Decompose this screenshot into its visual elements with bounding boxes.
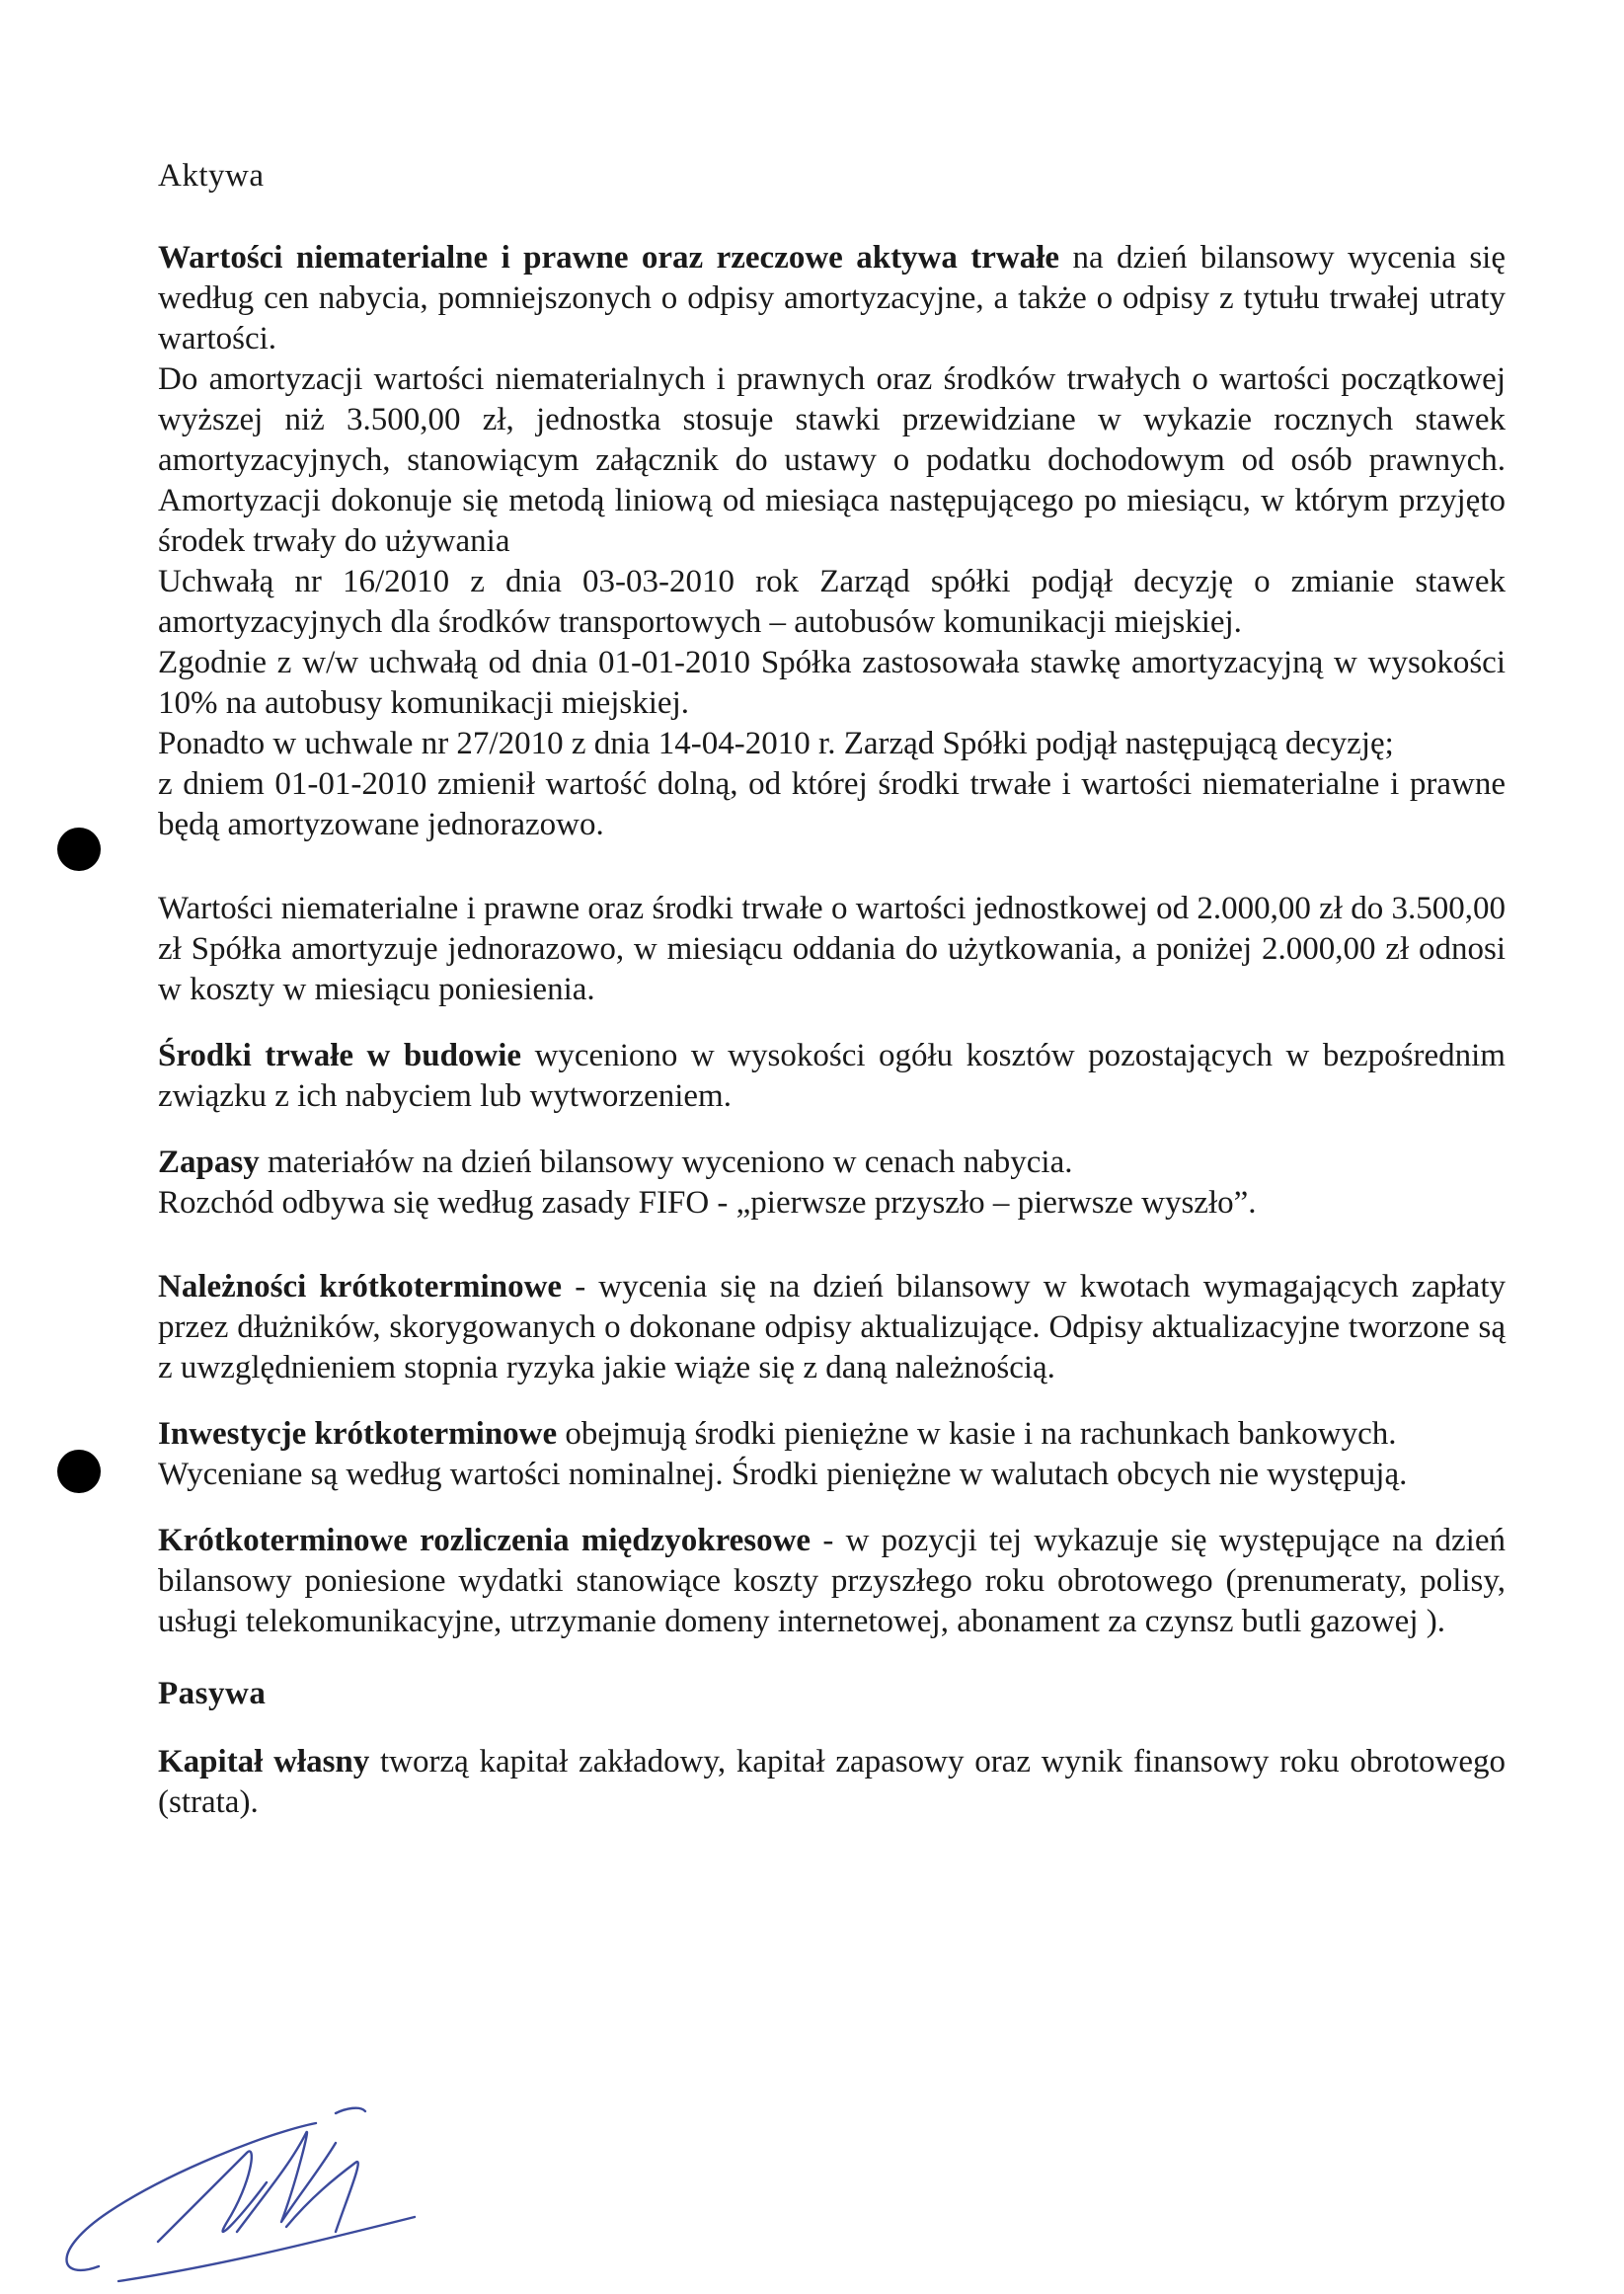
document-page xyxy=(158,158,1506,1849)
term-naleznosci: Należności krótkoterminowe xyxy=(158,1269,563,1305)
paragraph-text: - wycenia się na dzień bilansowy w kwotach wymagających zapłaty przez dłużników, skorygowanych o dokonane odpisy aktualizujące. Odpisy aktualizacyjne tworzone są z uwzględnieniem stopnia ryzyka jakie wiąże się z daną należnością. xyxy=(158,1269,1507,1385)
handwritten-signature xyxy=(39,2094,454,2291)
paragraph-text: wyceniono w wysokości ogółu kosztów pozostających w bezpośrednim związku z ich nabyciem lub wytworzeniem. xyxy=(158,1038,1506,1114)
margin-bullet-2 xyxy=(57,1450,101,1493)
paragraph-zgodnie: Zgodnie z w/w uchwałą od dnia 01-01-2010 Spółka zastosowała stawkę amortyzacyjną w wysokości 10% na autobusy komunikacji miejskiej. xyxy=(158,645,1506,721)
paragraph-zapasy xyxy=(158,1143,1506,1183)
term-srodki-w-budowie: Środki trwałe w budowie xyxy=(158,1038,522,1073)
term-kapital-wlasny: Kapitał własny xyxy=(158,1744,370,1780)
paragraph-naleznosci xyxy=(158,1267,1506,1388)
heading-aktywa: Aktywa xyxy=(158,158,265,194)
paragraph-rozliczenia xyxy=(158,1521,1506,1642)
paragraph-wartosci-niematerialne xyxy=(158,238,1506,359)
paragraph-text: obejmują środki pieniężne w kasie i na rachunkach bankowych. xyxy=(557,1416,1397,1452)
paragraph-text: tworzą kapitał zakładowy, kapitał zapasowy oraz wynik finansowy roku obrotowego (strata). xyxy=(158,1744,1506,1820)
paragraph-wartosc-dolna: z dniem 01-01-2010 zmienił wartość dolną, od której środki trwałe i wartości niematerialne i prawne będą amortyzowane jednorazowo. xyxy=(158,766,1506,842)
section-inwestycje xyxy=(158,1414,1506,1495)
term-wartosci-niematerialne: Wartości niematerialne i prawne oraz rzeczowe aktywa trwałe xyxy=(158,240,1060,276)
paragraph-text: na dzień bilansowy wycenia się według cen nabycia, pomniejszonych o odpisy amortyzacyjne, a także o odpisy z tytułu trwałej utraty wartości. xyxy=(158,240,1506,356)
paragraph-kapital-wlasny xyxy=(158,1742,1506,1823)
term-zapasy: Zapasy xyxy=(158,1145,260,1180)
margin-bullet-1 xyxy=(57,828,101,871)
paragraph-inwestycje xyxy=(158,1414,1506,1455)
section-wartosci xyxy=(158,238,1506,845)
term-inwestycje: Inwestycje krótkoterminowe xyxy=(158,1416,558,1452)
paragraph-fifo: Rozchód odbywa się według zasady FIFO - „pierwsze przyszło – pierwsze wyszło”. xyxy=(158,1185,1257,1221)
paragraph-jednorazowo: Wartości niematerialne i prawne oraz środki trwałe o wartości jednostkowej od 2.000,00 zł do 3.500,00 zł Spółka amortyzuje jednorazowo, w miesiącu oddania do użytkowania, a poniżej 2.000,00 zł odnosi w koszty w miesiącu poniesienia. xyxy=(158,891,1506,1007)
paragraph-srodki-w-budowie xyxy=(158,1036,1506,1117)
paragraph-amortyzacja: Do amortyzacji wartości niematerialnych i prawnych oraz środków trwałych o wartości początkowej wyższej niż 3.500,00 zł, jednostka stosuje stawki przewidziane w wykazie rocznych stawek amortyzacyjnych, stanowiącym załącznik do ustawy o podatku dochodowym od osób prawnych. Amortyzacji dokonuje się metodą liniową od miesiąca następującego po miesiącu, w którym przyjęto środek trwały do używania xyxy=(158,361,1506,559)
paragraph-uchwala-27: Ponadto w uchwale nr 27/2010 z dnia 14-04-2010 r. Zarząd Spółki podjął następującą decyzję; xyxy=(158,726,1394,761)
paragraph-text: materiałów na dzień bilansowy wyceniono w cenach nabycia. xyxy=(259,1145,1073,1180)
paragraph-uchwala-16: Uchwałą nr 16/2010 z dnia 03-03-2010 rok Zarząd spółki podjął decyzję o zmianie stawek amortyzacyjnych dla środków transportowych – autobusów komunikacji miejskiej. xyxy=(158,564,1506,640)
section-zapasy xyxy=(158,1143,1506,1224)
term-rozliczenia: Krótkoterminowe rozliczenia międzyokresowe xyxy=(158,1523,812,1558)
heading-pasywa: Pasywa xyxy=(158,1676,267,1711)
paragraph-wyceniane: Wyceniane są według wartości nominalnej. Środki pieniężne w walutach obcych nie występują. xyxy=(158,1457,1408,1492)
paragraph-text: - w pozycji tej wykazuje się występujące na dzień bilansowy poniesione wydatki stanowiące koszty przyszłego roku obrotowego (prenumeraty, polisy, usługi telekomunikacyjne, utrzymanie domeny internetowej, abonament za czynsz butli gazowej ). xyxy=(158,1523,1506,1639)
